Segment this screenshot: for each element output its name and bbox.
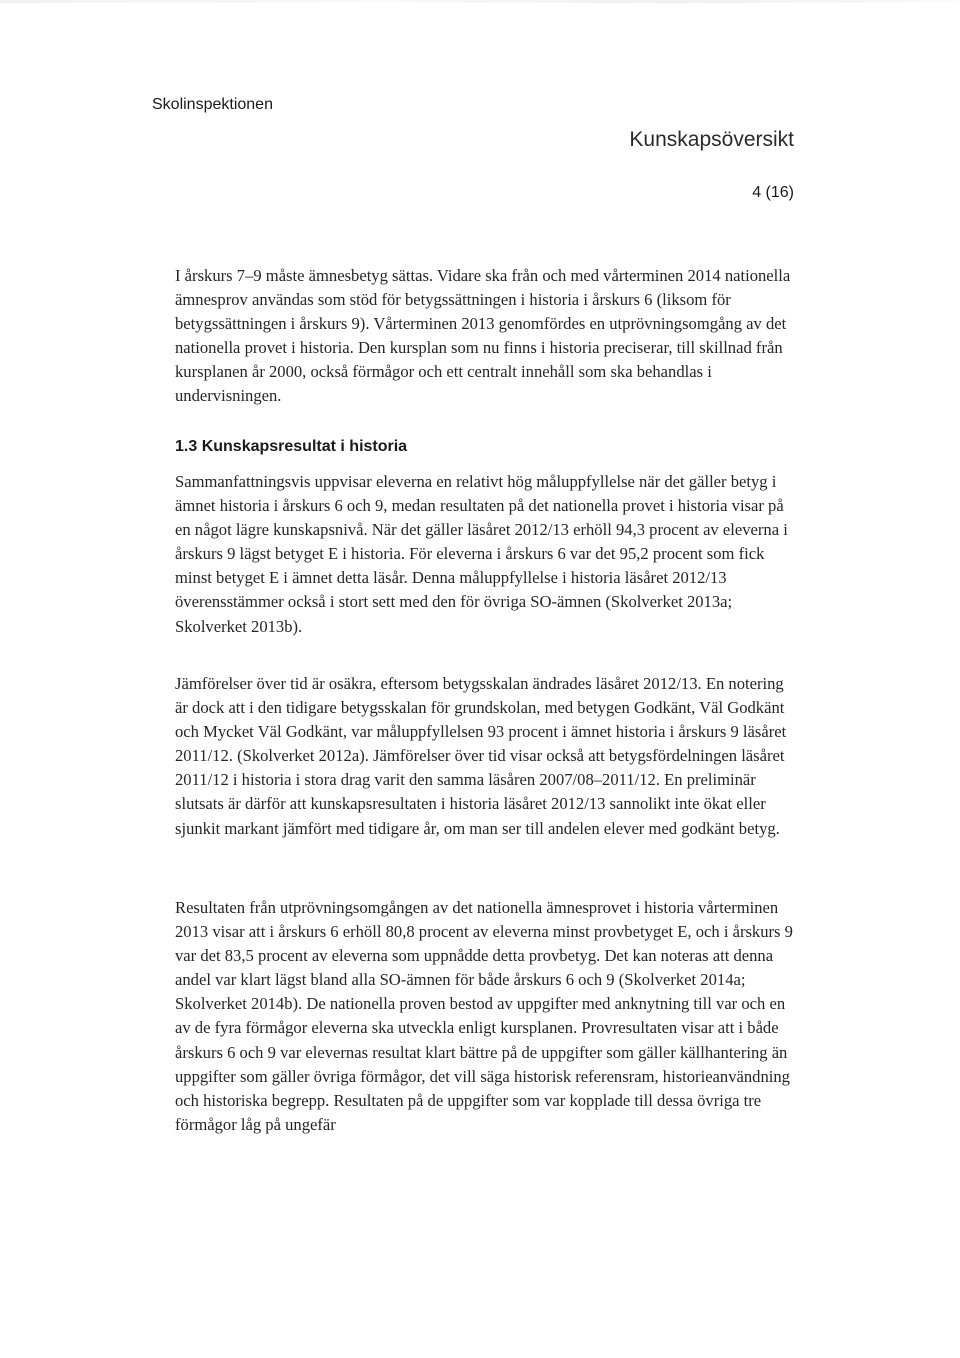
body-paragraph-1: I årskurs 7–9 måste ämnesbetyg sättas. Vidare ska från och med vårterminen 2014 nationella ämnesprov användas som stöd för betygssättningen i historia i årskurs 6 (liksom för betygssättningen i årskurs 9). Vårterminen 2013 genomfördes en utprövningsomgång av det nationella provet i historia. Den kursplan som nu finns i historia preciserar, till skillnad från kursplanen år 2000, också förmågor och ett centralt innehåll som ska behandlas i undervisningen.: [175, 266, 791, 406]
body-paragraph-4: Resultaten från utprövningsomgången av det nationella ämnesprovet i historia vårterminen 2013 visar att i årskurs 6 erhöll 80,8 procent av eleverna minst provbetyget E, och i årskurs 9 var det 83,5 procent av eleverna som uppnådde detta provbetyg. Det kan noteras att denna andel var klart lägst bland alla SO-ämnen för både årskurs 6 och 9 (Skolverket 2014a; Skolverket 2014b). De nationella proven bestod av uppgifter med anknytning till var och en av de fyra förmågor eleverna ska utveckla enligt kursplanen. Provresultaten visar att i både årskurs 6 och 9 var elevernas resultat klart bättre på de uppgifter som gäller källhantering än uppgifter som gäller övriga förmågor, det vill säga historisk referensram, historieanvändning och historiska begrepp. Resultaten på de uppgifter som var kopplade till dessa övriga tre förmågor låg på ungefär: [175, 898, 793, 1134]
section-heading: 1.3 Kunskapsresultat i historia: [175, 438, 408, 455]
scan-edge: [0, 0, 960, 3]
document-title: Kunskapsöversikt: [629, 128, 794, 151]
body-paragraph-2: Sammanfattningsvis uppvisar eleverna en relativt hög måluppfyllelse när det gäller betyg i ämnet historia i årskurs 6 och 9, medan resultaten på det nationella provet i historia visar på en något lägre kunskapsnivå. När det gäller läsåret 2012/13 erhöll 94,3 procent av eleverna i årskurs 9 lägst betyget E i historia. För eleverna i årskurs 6 var det 95,2 procent som fick minst betyget E i ämnet detta läsår. Denna måluppfyllelse i historia läsåret 2012/13 överensstämmer också i stort sett med den för övriga SO-ämnen (Skolverket 2013a; Skolverket 2013b).: [175, 472, 788, 636]
body-paragraph-3: Jämförelser över tid är osäkra, eftersom betygsskalan ändrades läsåret 2012/13. En notering är dock att i den tidigare betygsskalan för grundskolan, med betygen Godkänt, Väl Godkänt och Mycket Väl Godkänt, var måluppfyllelsen 93 procent i ämnet historia i årskurs 9 läsåret 2011/12. (Skolverket 2012a). Jämförelser över tid visar också att betygsfördelningen läsåret 2011/12 i historia i stora drag varit den samma läsåren 2007/08–2011/12. En preliminär slutsats är därför att kunskapsresultaten i historia läsåret 2012/13 sannolikt inte ökat eller sjunkit markant jämfört med tidigare år, om man ser till andelen elever med godkänt betyg.: [175, 674, 787, 838]
organization-name: Skolinspektionen: [152, 96, 273, 113]
page-number: 4 (16): [752, 184, 794, 201]
